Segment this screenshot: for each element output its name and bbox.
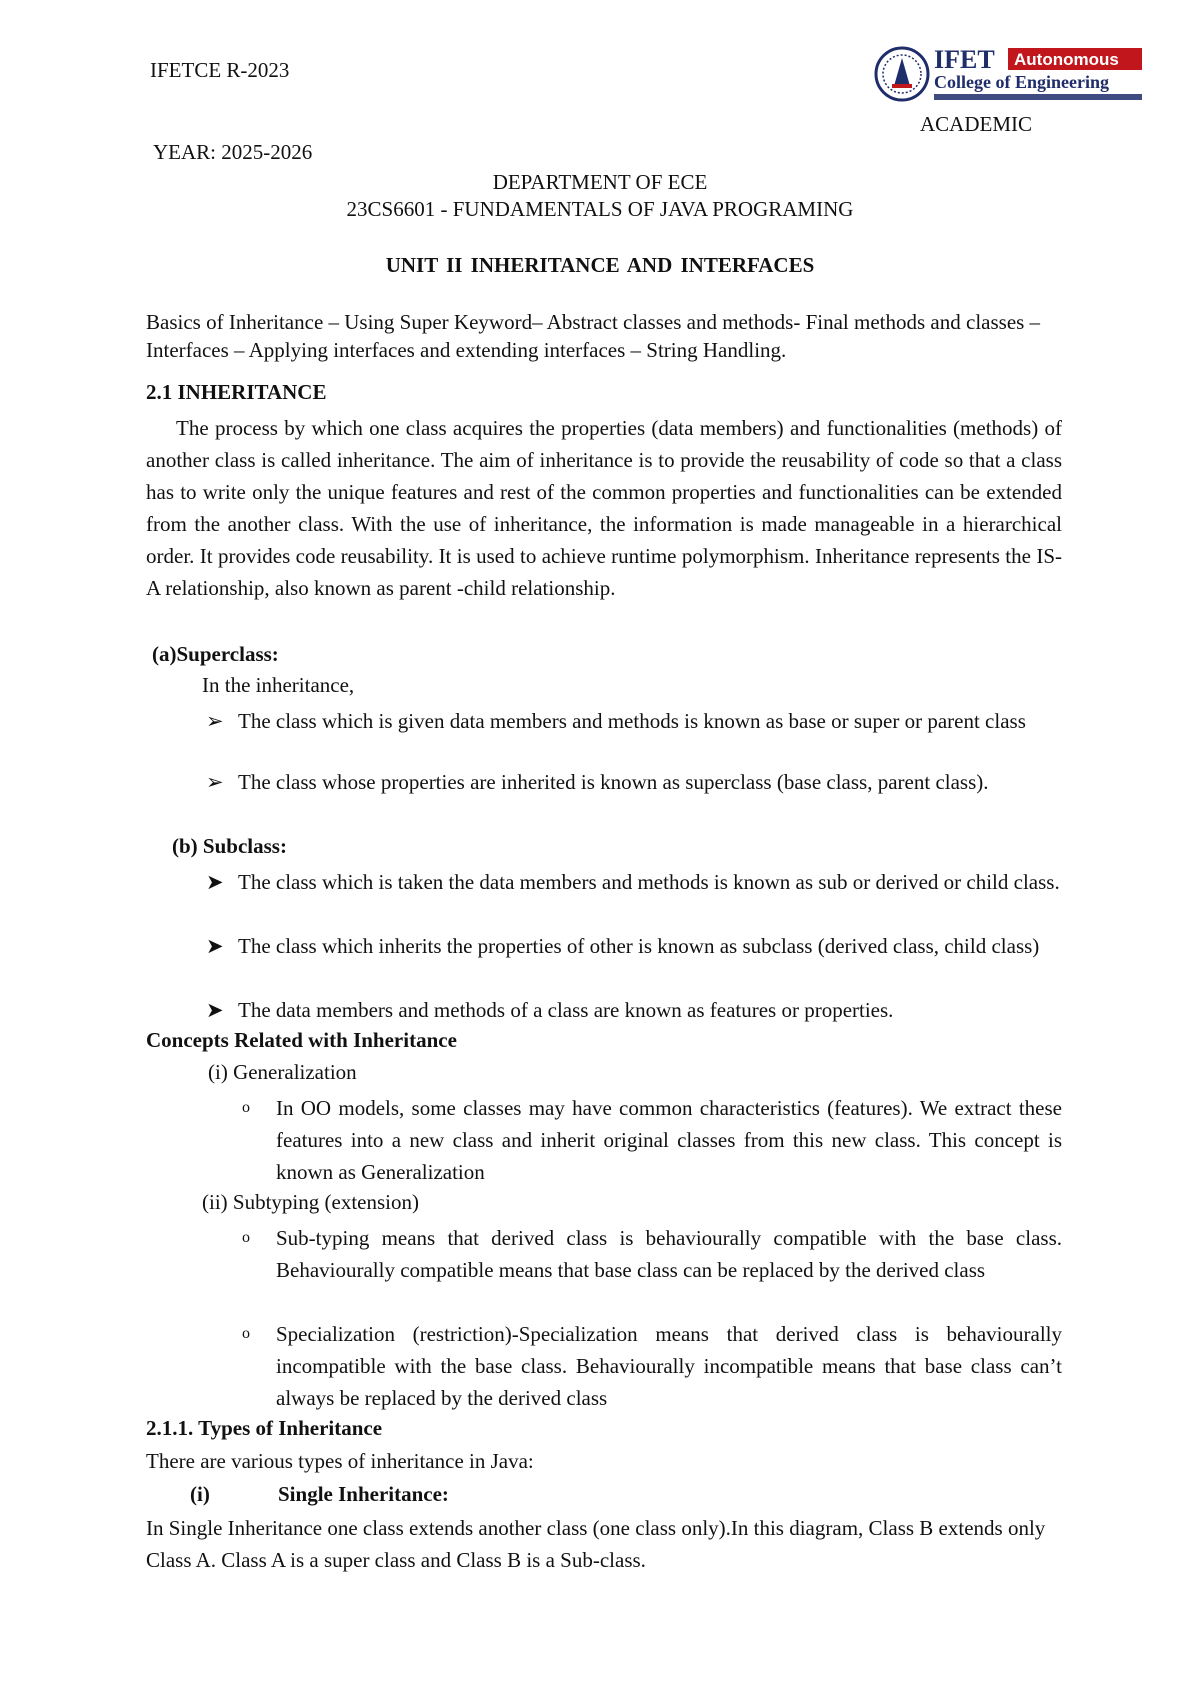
unit-title: UNIT II INHERITANCE AND INTERFACES bbox=[385, 253, 815, 277]
subtyping-label: (ii) Subtyping (extension) bbox=[202, 1190, 419, 1214]
arrow-bullet-icon: ➤ bbox=[206, 998, 224, 1022]
single-inheritance-number: (i) bbox=[190, 1482, 210, 1506]
college-logo bbox=[872, 44, 1144, 110]
list-item: ➤ The class which inherits the properties of other is known as subclass (derived class, child class) bbox=[206, 930, 1062, 962]
generalization-label: (i) Generalization bbox=[208, 1060, 357, 1084]
header-code: IFETCE R-2023 bbox=[150, 58, 290, 82]
single-inheritance-paragraph: In Single Inheritance one class extends another class (one class only).In this diagram, Class B extends only Class A. Class A is a super class and Class B is a Sub-class. bbox=[146, 1516, 1046, 1572]
arrow-bullet-icon: ➢ bbox=[206, 770, 224, 794]
subclass-heading: (b) Subclass: bbox=[172, 834, 287, 858]
header-year: YEAR: 2025-2026 bbox=[153, 140, 313, 164]
list-item: ➤ The data members and methods of a class are known as features or properties. bbox=[206, 994, 1062, 1026]
list-item: ➢ The class whose properties are inherited is known as superclass (base class, parent class). bbox=[206, 766, 1062, 798]
unit-topics: Basics of Inheritance – Using Super Keyword– Abstract classes and methods- Final methods and classes – Interfaces – Applying interfaces and extending interfaces – String Handling. bbox=[146, 310, 1041, 362]
list-item: ➢ The class which is given data members and methods is known as base or super or parent class bbox=[206, 705, 1062, 737]
emblem-icon bbox=[876, 48, 928, 100]
arrow-bullet-icon: ➢ bbox=[206, 709, 224, 733]
list-item: o Specialization (restriction)-Specialization means that derived class is behaviourally incompatible with the base class. Behaviourally incompatible means that base class can’t always be replaced by the derived class bbox=[242, 1318, 1062, 1414]
arrow-bullet-icon: ➤ bbox=[206, 934, 224, 958]
list-item: o Sub-typing means that derived class is behaviourally compatible with the base class. Behaviourally compatible means that base class can be replaced by the derived class bbox=[242, 1222, 1062, 1286]
superclass-lead: In the inheritance, bbox=[202, 673, 355, 697]
list-item: o In OO models, some classes may have common characteristics (features). We extract these features into a new class and inherit original classes from this new class. This concept is known as Generalization bbox=[242, 1092, 1062, 1188]
department-title: DEPARTMENT OF ECE bbox=[492, 170, 708, 194]
header-academic: ACADEMIC bbox=[920, 112, 1033, 136]
list-item: ➤ The class which is taken the data members and methods is known as sub or derived or child class. bbox=[206, 866, 1062, 898]
course-title: 23CS6601 - FUNDAMENTALS OF JAVA PROGRAMING bbox=[346, 197, 854, 221]
section-heading-inheritance: 2.1 INHERITANCE bbox=[146, 380, 327, 404]
svg-text:Autonomous: Autonomous bbox=[1014, 50, 1119, 69]
inheritance-intro-paragraph: The process by which one class acquires the properties (data members) and functionalities (methods) of another class is called inheritance. The aim of inheritance is to provide the reusability of code so that a class has to write only the unique features and rest of the common properties and functionalities can be extended from the another class. With the use of inheritance, the information is made manageable in a hierarchical order. It provides code reusability. It is used to achieve runtime polymorphism. Inheritance represents the IS-A relationship, also known as parent -child relationship. bbox=[146, 416, 1062, 600]
types-intro: There are various types of inheritance in Java: bbox=[146, 1449, 534, 1473]
circle-bullet-icon: o bbox=[242, 1099, 250, 1116]
single-inheritance-heading: Single Inheritance: bbox=[278, 1482, 449, 1506]
circle-bullet-icon: o bbox=[242, 1325, 250, 1342]
college-logo-graphic bbox=[872, 44, 1144, 110]
svg-text:IFET: IFET bbox=[934, 45, 995, 74]
arrow-bullet-icon: ➤ bbox=[206, 870, 224, 894]
types-heading: 2.1.1. Types of Inheritance bbox=[146, 1416, 383, 1440]
superclass-heading: (a)Superclass: bbox=[152, 642, 279, 666]
concepts-heading: Concepts Related with Inheritance bbox=[146, 1028, 457, 1052]
circle-bullet-icon: o bbox=[242, 1229, 250, 1246]
svg-text:College of Engineering: College of Engineering bbox=[934, 72, 1109, 92]
